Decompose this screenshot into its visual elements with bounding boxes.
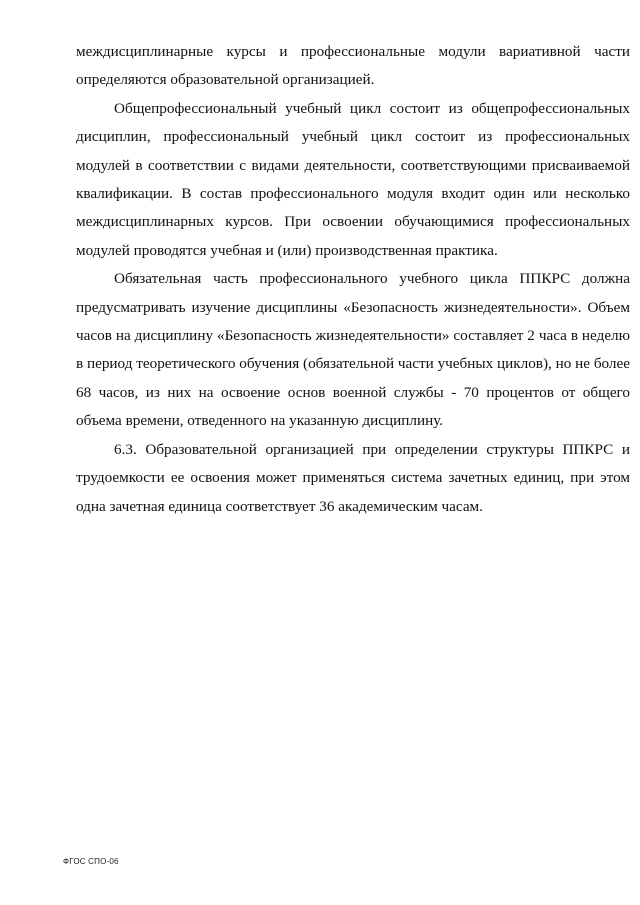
paragraph-general-professional-cycle: Общепрофессиональный учебный цикл состоит из общепрофессиональных дисциплин, профессиональный учебный цикл состоит из профессиональных модулей в соответствии с видами деятельности, соответствующими присваиваемой квалификации. В состав профессионального модуля входит один или несколько междисциплинарных курсов. При освоении обучающимися профессиональных модулей проводятся учебная и (или) производственная практика. <box>76 99 630 259</box>
body-text <box>76 38 630 521</box>
paragraph-6-3-credit-units: 6.3. Образовательной организацией при определении структуры ППКРС и трудоемкости ее освоения может применяться система зачетных единиц, при этом одна зачетная единица соответствует 36 академическим часам. <box>76 440 630 515</box>
page-footer: ФГОС СПО-06 <box>63 857 119 866</box>
paragraph-life-safety: Обязательная часть профессионального учебного цикла ППКРС должна предусматривать изучение дисциплины «Безопасность жизнедеятельности». Объем часов на дисциплину «Безопасность жизнедеятельности» составляет 2 часа в неделю в период теоретического обучения (обязательной части учебных циклов), но не более 68 часов, из них на освоение основ военной службы - 70 процентов от общего объема времени, отведенного на указанную дисциплину. <box>76 270 630 430</box>
paragraph-continuation: междисциплинарные курсы и профессиональные модули вариативной части определяются образовательной организацией. <box>76 43 630 89</box>
